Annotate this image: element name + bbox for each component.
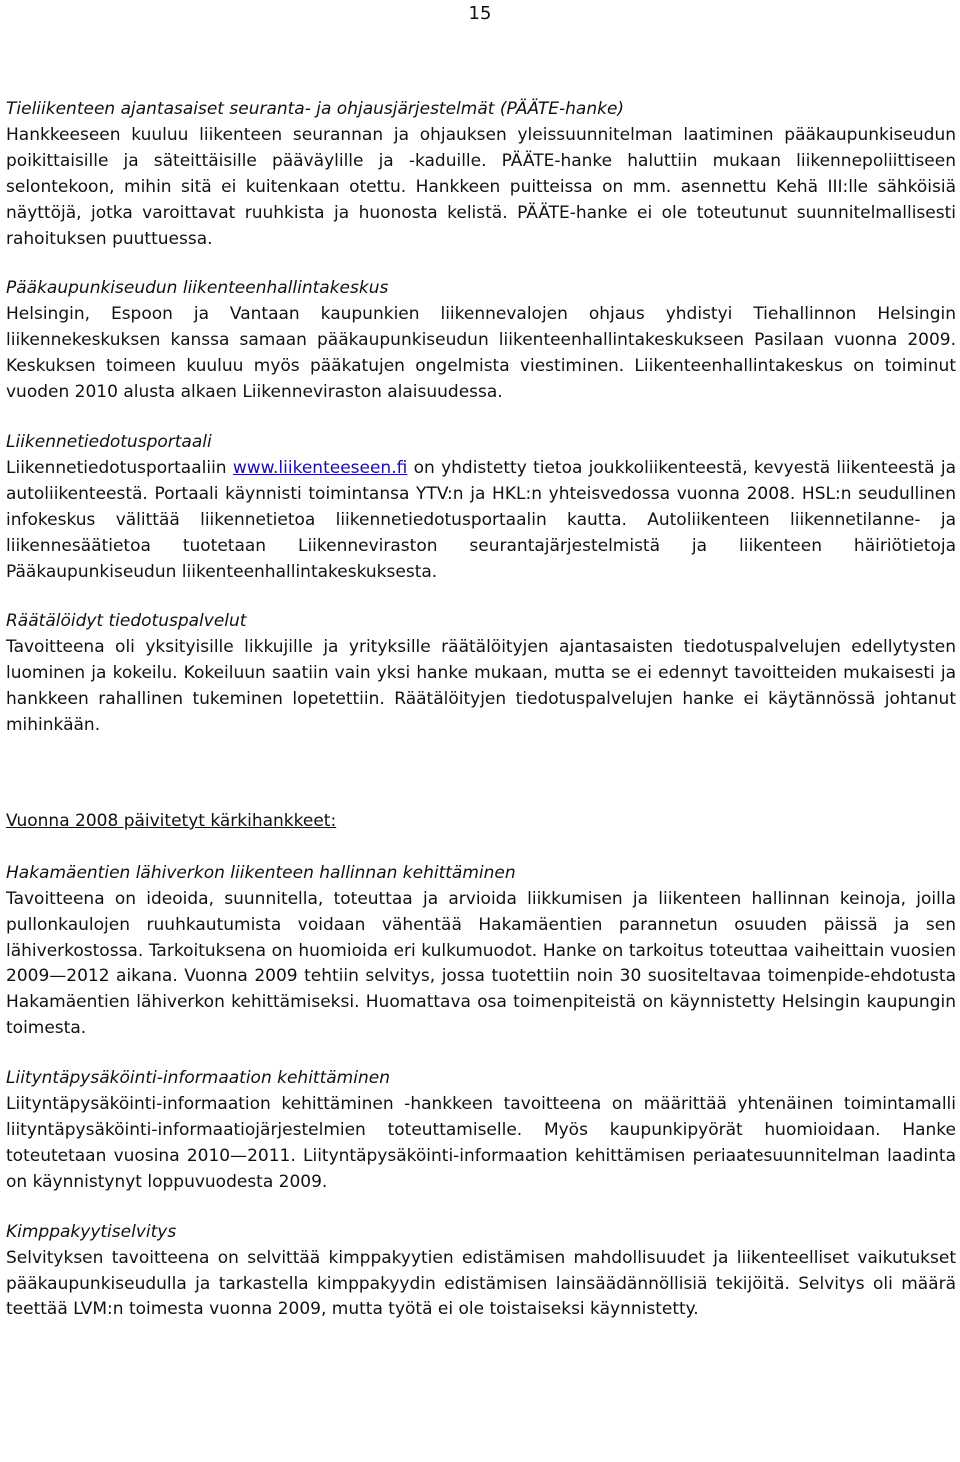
section-paragraph: Hankkeeseen kuuluu liikenteen seurannan ja ohjauksen yleissuunnitelman laatiminen pääkaupunkiseudun poikittaisille ja säteittäisille pääväylille ja -kaduille. PÄÄTE-hanke haluttiin mukaan liikennepoliittiseen selontekoon, mihin sitä ei kuitenkaan otettu. Hankkeen puitteissa on mm. asennettu Kehä III:lle sähköisiä näyttöjä, jotka varoittavat ruuhkista ja huonosta kelistä. PÄÄTE-hanke ei ole toteutunut suunnitelmallisesti rahoituksen puuttuessa. bbox=[6, 124, 956, 249]
section-tailored-services bbox=[6, 609, 956, 739]
section-paragraph: Helsingin, Espoon ja Vantaan kaupunkien liikennevalojen ohjaus yhdistyi Tiehallinnon Helsingin liikennekeskuksen kanssa samaan pääkaupunkiseudun liikenteenhallintakeskukseen Pasilaan vuonna 2009. Keskuksen toimeen kuuluu myös pääkatujen ongelmista viestiminen. Liikenteenhallintakeskus on toiminut vuoden 2010 alusta alkaen Liikenneviraston alaisuudessa. bbox=[6, 304, 956, 403]
project-carpooling bbox=[6, 1220, 956, 1324]
section-paragraph: Tavoitteena oli yksityisille likkujille ja yrityksille räätälöityjen ajantasaisten tiedotuspalvelujen edellytysten luominen ja kokeilu. Kokeiluun saatiin vain yksi hanke mukaan, mutta se ei edennyt tavoitteiden mukaisesti ja hankkeen rahallinen tukeminen lopetettiin. Räätälöityjen tiedotuspalvelujen hanke ei käytännössä johtanut mihinkään. bbox=[6, 637, 956, 736]
project-heading: Hakamäentien lähiverkon liikenteen hallinnan kehittäminen bbox=[6, 862, 516, 883]
section-traffic-portal bbox=[6, 430, 956, 585]
paragraph-text-after-link: on yhdistetty tietoa joukkoliikenteestä, kevyestä liikenteestä ja autoliikenteestä. Portaali käynnisti toimintansa YTV:n ja HKL:n yhteisvedossa vuonna 2008. HSL:n seudullinen infokeskus välittää liikennetietoa liikennetiedotusportaalin kautta. Autoliikenteen liikennetilanne- ja liikennesäätietoa tuotetaan Liikenneviraston seurantajärjestelmistä ja liikenteen häiriötietoja Pääkaupunkiseudun liikenteenhallintakeskuksesta. bbox=[6, 457, 956, 582]
section-heading: Tieliikenteen ajantasaiset seuranta- ja ohjausjärjestelmät (PÄÄTE-hanke) bbox=[6, 99, 625, 119]
section-paragraph bbox=[6, 456, 956, 586]
document-body bbox=[6, 97, 956, 1323]
project-paragraph: Tavoitteena on ideoida, suunnitella, toteuttaa ja arvioida liikkumisen ja liikenteen hallinnan keinoja, joilla pullonkaulojen ruuhkautumista voidaan vähentää Hakamäentien parannetun osuuden päissä ja sen lähiverkostossa. Tarkoituksena on huomioida eri kulkumuodot. Hanke on tarkoitus toteuttaa vaiheittain vuosien 2009—2012 aikana. Vuonna 2009 tehtiin selvitys, jossa tuotettiin noin 30 suositeltavaa toimenpide-ehdotusta Hakamäentien lähiverkon kehittämiseksi. Huomattava osa toimenpiteistä on käynnistetty Helsingin kaupungin toimesta. bbox=[6, 888, 956, 1039]
section-heading: Pääkaupunkiseudun liikenteenhallintakeskus bbox=[6, 278, 389, 299]
project-paragraph: Liityntäpysäköinti-informaation kehittäminen -hankkeen tavoitteena on määrittää yhtenäinen toimintamalli liityntäpysäköinti-informaatiojärjestelmien toteuttamiselle. Myös kaupunkipyörät huomioidaan. Hanke toteutetaan vuosina 2010—2011. Liityntäpysäköinti-informaation kehittämisen periaatesuunnitelman laadinta on käynnistynyt loppuvuodesta 2009. bbox=[6, 1094, 956, 1192]
section-traffic-management-center bbox=[6, 276, 956, 406]
section-heading: Liikennetiedotusportaali bbox=[6, 431, 212, 452]
project-heading: Kimppakyytiselvitys bbox=[6, 1221, 177, 1242]
project-paragraph: Selvityksen tavoitteena on selvittää kimppakyytien edistämisen mahdollisuudet ja liikenteelliset vaikutukset pääkaupunkiseudulla ja tarkastella kimppakyydin edistämisen lainsäädännöllisiä tekijöitä. Selvitys oli määrä teettää LVM:n toimesta vuonna 2009, mutta työtä ei ole toistaiseksi käynnistetty. bbox=[6, 1247, 956, 1320]
main-heading: Vuonna 2008 päivitetyt kärkihankkeet: bbox=[6, 810, 337, 831]
portal-link[interactable]: www.liikenteeseen.fi bbox=[232, 457, 408, 478]
page-number: 15 bbox=[468, 3, 492, 24]
section-updated-projects bbox=[6, 809, 956, 1042]
project-hakamaentie bbox=[6, 861, 956, 1042]
section-heading: Räätälöidyt tiedotuspalvelut bbox=[6, 611, 247, 632]
paragraph-text-before-link: Liikennetiedotusportaaliin bbox=[6, 457, 233, 478]
project-park-and-ride bbox=[6, 1066, 956, 1196]
project-heading: Liityntäpysäköinti-informaation kehittäminen bbox=[6, 1068, 390, 1089]
section-paate bbox=[6, 97, 956, 252]
